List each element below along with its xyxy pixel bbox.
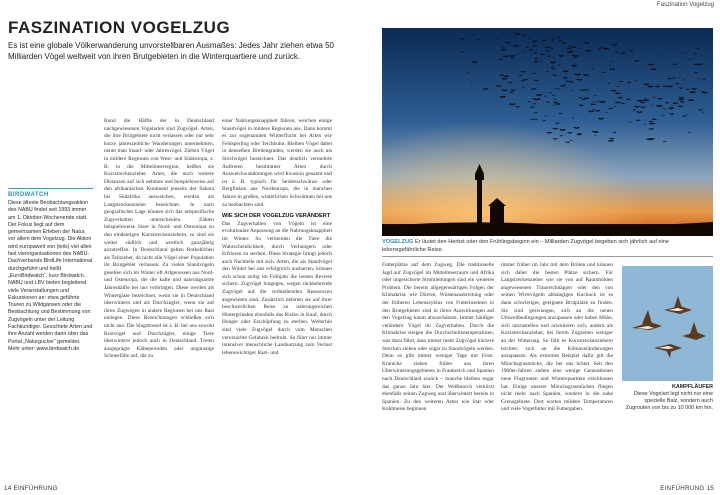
footer-right	[660, 485, 714, 492]
running-title: Faszination Vogelzug	[656, 2, 714, 8]
page-number-left: 14	[4, 485, 12, 492]
page-number-right: 15	[706, 485, 714, 492]
page-title: FASZINATION VOGELZUG	[8, 18, 231, 37]
small-photo-label: KAMPFLÄUFER	[671, 384, 713, 390]
photo-caption	[382, 239, 713, 254]
bird-migration-photo	[382, 28, 713, 236]
footer-label-left: EINFÜHRUNG	[13, 485, 58, 492]
footer-label-right: EINFÜHRUNG	[660, 485, 705, 492]
small-photo-caption	[622, 384, 713, 412]
intro-text: Es ist eine globale Völkerwanderung unvorstellbaren Ausmaßes: Jedes Jahr ziehen etwa 50 Milliarden Vögel weltweit von ihren Brutgebieten in die Winterquartiere und zurück.	[8, 41, 334, 61]
photo-caption-label: VOGELZUG	[382, 239, 414, 245]
text-column-1	[104, 118, 214, 478]
column-1-text: Rund die Hälfte der in Deutschland nachgewiesenen Vogelarten sind Zugvögel. Arten, die ihre Brutgebiete nicht verlassen oder nur sehr kurze jahreszeitliche Wanderungen unternehmen, nennt man Stand- oder Jahresvögel. Ziehen Vögel in mildere Regionen von West- und Südeuropa, z. B. in die Mittelmeerregion, heißen sie Kurzstreckenzieher. Arten, die noch weitere Distanzen auf sich nehmen und beispielsweise auf den afrikanischen Kontinent jenseits der Sahara bis Südafrika ausweichen, werden als Langstreckenzieher bezeichnet. Je nach geografischer Lage können sich das artspezifische Zugverhalten unterscheiden. Zählen beispielsweise Stare in Nord- und Osteuropa zu den eindeutigen Kurzstreckenziehern, so sind sie weiter südlich und westlich ganzjährig anzutreffen. In Deutschland gelten Rotkehlchen als Teilzieher, da nicht alle Vögel einer Population ihr Brutgebiet verlassen. Zu vielen Standvögeln gesellen sich im Winter oft Artgenossen aus Nord- und Osteuropa, die die kalte und nahrungsarme Jahreshälfte bei uns verbringen. Diese werden als Wintergäste bezeichnet, wenn sie in Deutschland überwintern und als Durchzügler, wenn sie auf ihren Zugwegen in andere Regionen bei uns Rast einlegen. Diese Bezeichnungen schließen sich nicht aus: Die Singdrossel ist z. B. bei uns sowohl Brutvogel und Durchzügler, einige Tiere überwintern jedoch auch in Deutschland. Treten ausgeprägte Kälteperioden oder ungünstige Schneefälle auf, die zu	[104, 118, 214, 360]
column-2b-text: Das Zugverhalten von Vögeln ist eine evolutionäre Anpassung an die Nahrungsknappheit im Winter. So vermeiden die Tiere die Wahrscheinlichkeit, durch Verhungern oder Erfrieren zu sterben. Diese Strategie bringt jedoch auch Nachteile mit sich. Arten, die als Standvögel den Winter bei uns erfolgreich ausharren, können sich schon zeitig im Frühjahr die besten Reviere sichern. Zugvögel hingegen, wegen rückkehrende Zugvögel auf die verbleibenden Ressourcen angewiesen sind. Zusätzlich nehmen sie auf ihrer beschwerlichen Reise zu nahrungsreichen Hintergründen ebenfalls das Risiko in Kauf, durch Hunger oder Erschöpfung zu sterben. Weiterhin sind viele Zugvögel durch vom Menschen verursachte Gefahren bedroht. So führt nur immer intensiver menschliche Landnutzung zum Verlust lebenswichtiger Rast- und	[222, 220, 332, 356]
section-heading: WIE SICH DER VOGELZUG VERÄNDERT	[222, 213, 331, 220]
small-photo-text: Diese Vogelart legt nicht nur eine spezielle Balz, sondern auch Zugrouten von bis zu 10 000 km hin.	[625, 391, 713, 411]
text-column-4	[501, 262, 613, 477]
caption-divider	[382, 256, 713, 257]
text-column-3	[382, 262, 494, 477]
birdwatch-box	[8, 188, 93, 353]
sidebar-divider	[8, 188, 93, 189]
column-2a-text: einer Nahrungsknappheit führen, weichen einige Standvögel in mildere Regionen aus. Dann kommt es zur sogenannten Winterflucht bei Arten wie Feldsperling oder Teichhuhn. Bleiben Vögel dabei in denselben Breitengraden, werden sie auch als Strichvögel bezeichnet. Das deutlich vermehrte Auftreten bestimmter Arten durch Ausweichwanderungen wird Invasion genannt und ist z. B. typisch für Seidenschwänze oder Bergfinken aus Nordeuropa, die in manchen Jahren in großen, winterlichen Schwärmen bei uns zu beobachten sind.	[222, 118, 332, 208]
sidebar-title: BIRDWATCH	[8, 192, 49, 198]
ruff-birds-photo	[622, 266, 713, 381]
footer-left	[4, 485, 58, 492]
column-4-text: immer früher im Jahr mit dem Brüten und können sich daher die besten Plätze sichern. Für Langstreckenzieher wie sie von auf Raumhöhlen angewiesenen Trauerschnäpper oder den von seinen Wirtsvögeln abhängigen Kuckuck ist es dann schwieriger, geeignete Brutplätze zu finden. Sie sind gezwungen, sich an die neuen Umweltbedingungen anzupassen oder haben Mühe, sich umzustellen und orientieren sich, andern als Kurzstreckenzieher, bei ihrem Zugzeiten weniger an der Witterung. So fällt es Kurzstreckenziehern leichter, sich an die Klimaveränderungen anzupassen. Als extremes Beispiel dafür gilt die Mönchsgrasmücke, die bei uns brütet. Seit den 1960er-Jahren ziehen eine wenige Generationen neue Flugrouten und Winterquartiere erschlossen hat. Einige unserer Mönchsgrasmücken fliegen nicht mehr nach Spanien, sondern in die nahe Grenzgebiete. Dort warten mildere Temperaturen und viele Vogelfutter mit Futtergaben.	[501, 262, 613, 413]
sidebar-text: Diese älteste Beobachtungsaktion des NABU findet seit 1993 immer am 1. Oktober-Wochenende statt. Der Fokus liegt auf dem gemeinsamen Erleben der Natur, vor allem dem Vogelzug. Die Aktion wird europaweit von (teils) viel allen fast vierorganisationen des NABU-Dachverbands BirdLife International durchgeführt und heißt „EuroBirdwatch“, kurz Birdwatch. NABU und LBV bieten begleitend viele Veranstaltungen und Exkursionen an: etwa geführte Touren zu Wildgänsen oder die Beobachtung und Bestimmung von Zugvögeln unter der Leitung Fachkundiger. Gesichtete Arten und ihre Anzahl werden dann über das Portal „Naturgucker“ gemeldet. Mehr unter: www.birdwatch.de	[8, 200, 93, 352]
column-3-text: Futterplätze auf dem Zugweg. Die traditionelle Jagd auf Zugvögel im Mittelmeerraum und Afrika oder ungesicherte Stromleitungen sind ein weiteres Problem. Die bereits allgegenwärtigen Folgen der Klimakrise wie Dürren, Wüstenausbreitung oder der früheren Lebenszyklus von Futterinsekten in den Brutgebieten sind in ihren Auswirkungen auf den Vogelzug kaum abzuschätzen. Immer häufiger verändern Vögel ihr Zugverhalten. Durch die Klimakrise steigen die Durchschnittstemperaturen, was dazu führt, dass immer mehr Zugvögel kürzere Strecken ziehen oder sogar zu Standvögeln werden. Denn es gibt immer weniger Tage mit Frost. Kraniche ziehen früher aus ihren Überwinterungsgebieten in Frankreich und Spanien nach Deutschland zurück – manche bleiben sogar das ganze Jahr hier. Der Weißstorch verkürzt ebenfalls seinen Zugweg und überwintert bereits in Spanien. Zu den weiteren Arten wie Star oder Kohlmeise beginnen	[382, 262, 494, 413]
photo-caption-text: Er läutet den Herbst oder den Frühlingsbeginn ein – Milliarden Zugvögel begeben sich jährlich auf eine lebensgefährliche Reise.	[382, 239, 670, 253]
text-column-2	[222, 118, 332, 478]
